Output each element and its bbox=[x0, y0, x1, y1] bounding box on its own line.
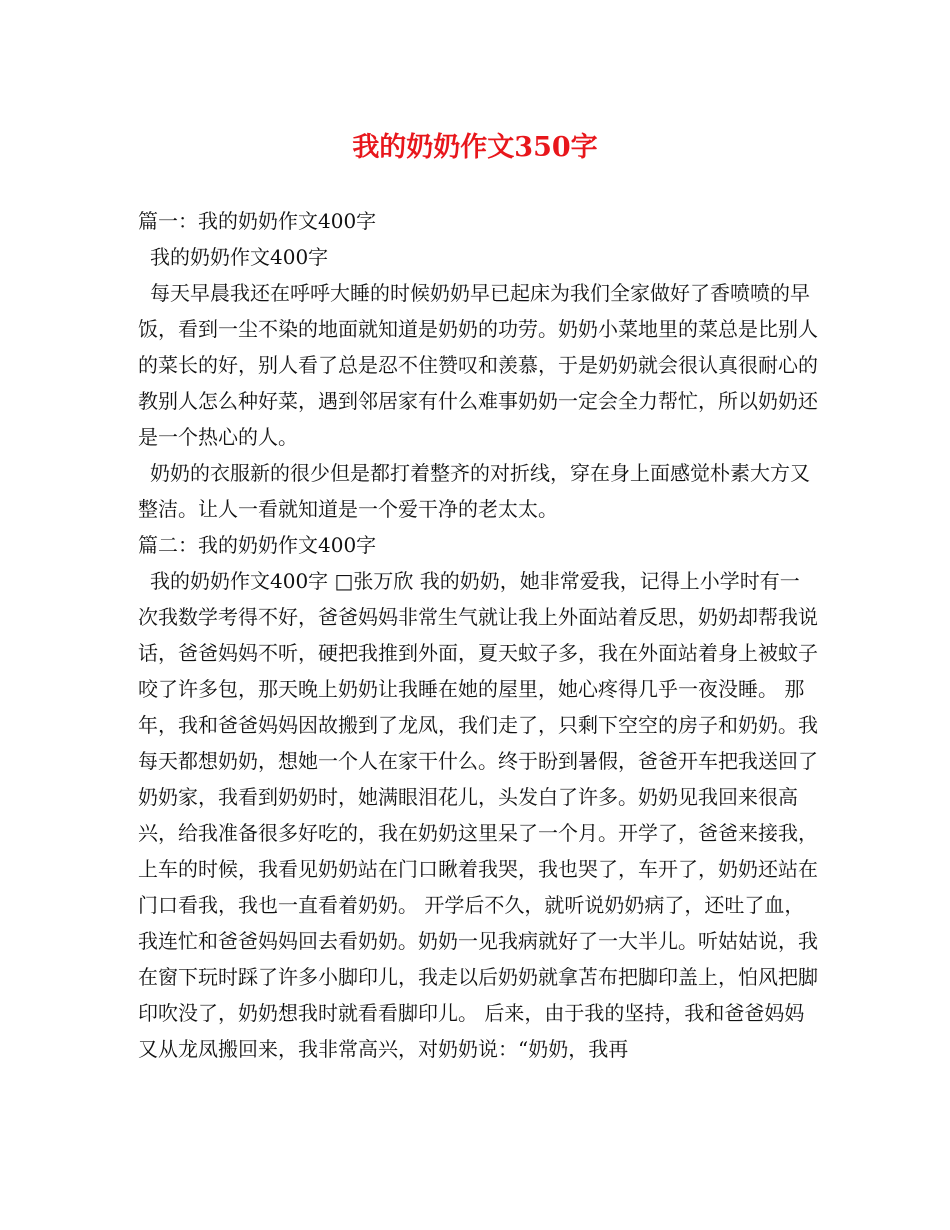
section-heading-1: 篇一：我的奶奶作文400字 bbox=[138, 209, 377, 233]
section-heading-2: 篇二：我的奶奶作文400字 bbox=[138, 533, 377, 557]
paragraph: 我的奶奶作文400字 □张万欣 我的奶奶，她非常爱我，记得上小学时有一次我数学考得不好，爸爸妈妈非常生气就让我上外面站着反思，奶奶却帮我说话，爸爸妈妈不听，硬把我推到外面，夏天蚊子多，我在外面站着身上被蚊子咬了许多包，那天晚上奶奶让我睡在她的屋里，她心疼得几乎一夜没睡。 那年，我和爸爸妈妈因故搬到了龙凤，我们走了，只剩下空空的房子和奶奶。我每天都想奶奶，想她一个人在家干什么。终于盼到暑假，爸爸开车把我送回了奶奶家，我看到奶奶时，她满眼泪花儿，头发白了许多。奶奶见我回来很高兴，给我准备很多好吃的，我在奶奶这里呆了一个月。开学了，爸爸来接我，上车的时候，我看见奶奶站在门口瞅着我哭，我也哭了，车开了，奶奶还站在门口看我，我也一直看着奶奶。 开学后不久，就听说奶奶病了，还吐了血，我连忙和爸爸妈妈回去看奶奶。奶奶一见我病就好了一大半儿。听姑姑说，我在窗下玩时踩了许多小脚印儿，我走以后奶奶就拿苫布把脚印盖上，怕风把脚印吹没了，奶奶想我时就看看脚印儿。 后来，由于我的坚持，我和爸爸妈妈又从龙凤搬回来，我非常高兴，对奶奶说：“奶奶，我再 bbox=[138, 569, 818, 1061]
page-title: 我的奶奶作文350字 bbox=[352, 132, 598, 163]
article-body bbox=[138, 203, 818, 1067]
article-subtitle-1: 我的奶奶作文400字 bbox=[150, 245, 329, 269]
paragraph: 奶奶的衣服新的很少但是都打着整齐的对折线，穿在身上面感觉朴素大方又整洁。让人一看就知道是一个爱干净的老太太。 bbox=[138, 461, 810, 521]
paragraph: 每天早晨我还在呼呼大睡的时候奶奶早已起床为我们全家做好了香喷喷的早饭，看到一尘不染的地面就知道是奶奶的功劳。奶奶小菜地里的菜总是比别人的菜长的好，别人看了总是忍不住赞叹和羡慕，于是奶奶就会很认真很耐心的教别人怎么种好菜，遇到邻居家有什么难事奶奶一定会全力帮忙，所以奶奶还是一个热心的人。 bbox=[138, 281, 818, 449]
